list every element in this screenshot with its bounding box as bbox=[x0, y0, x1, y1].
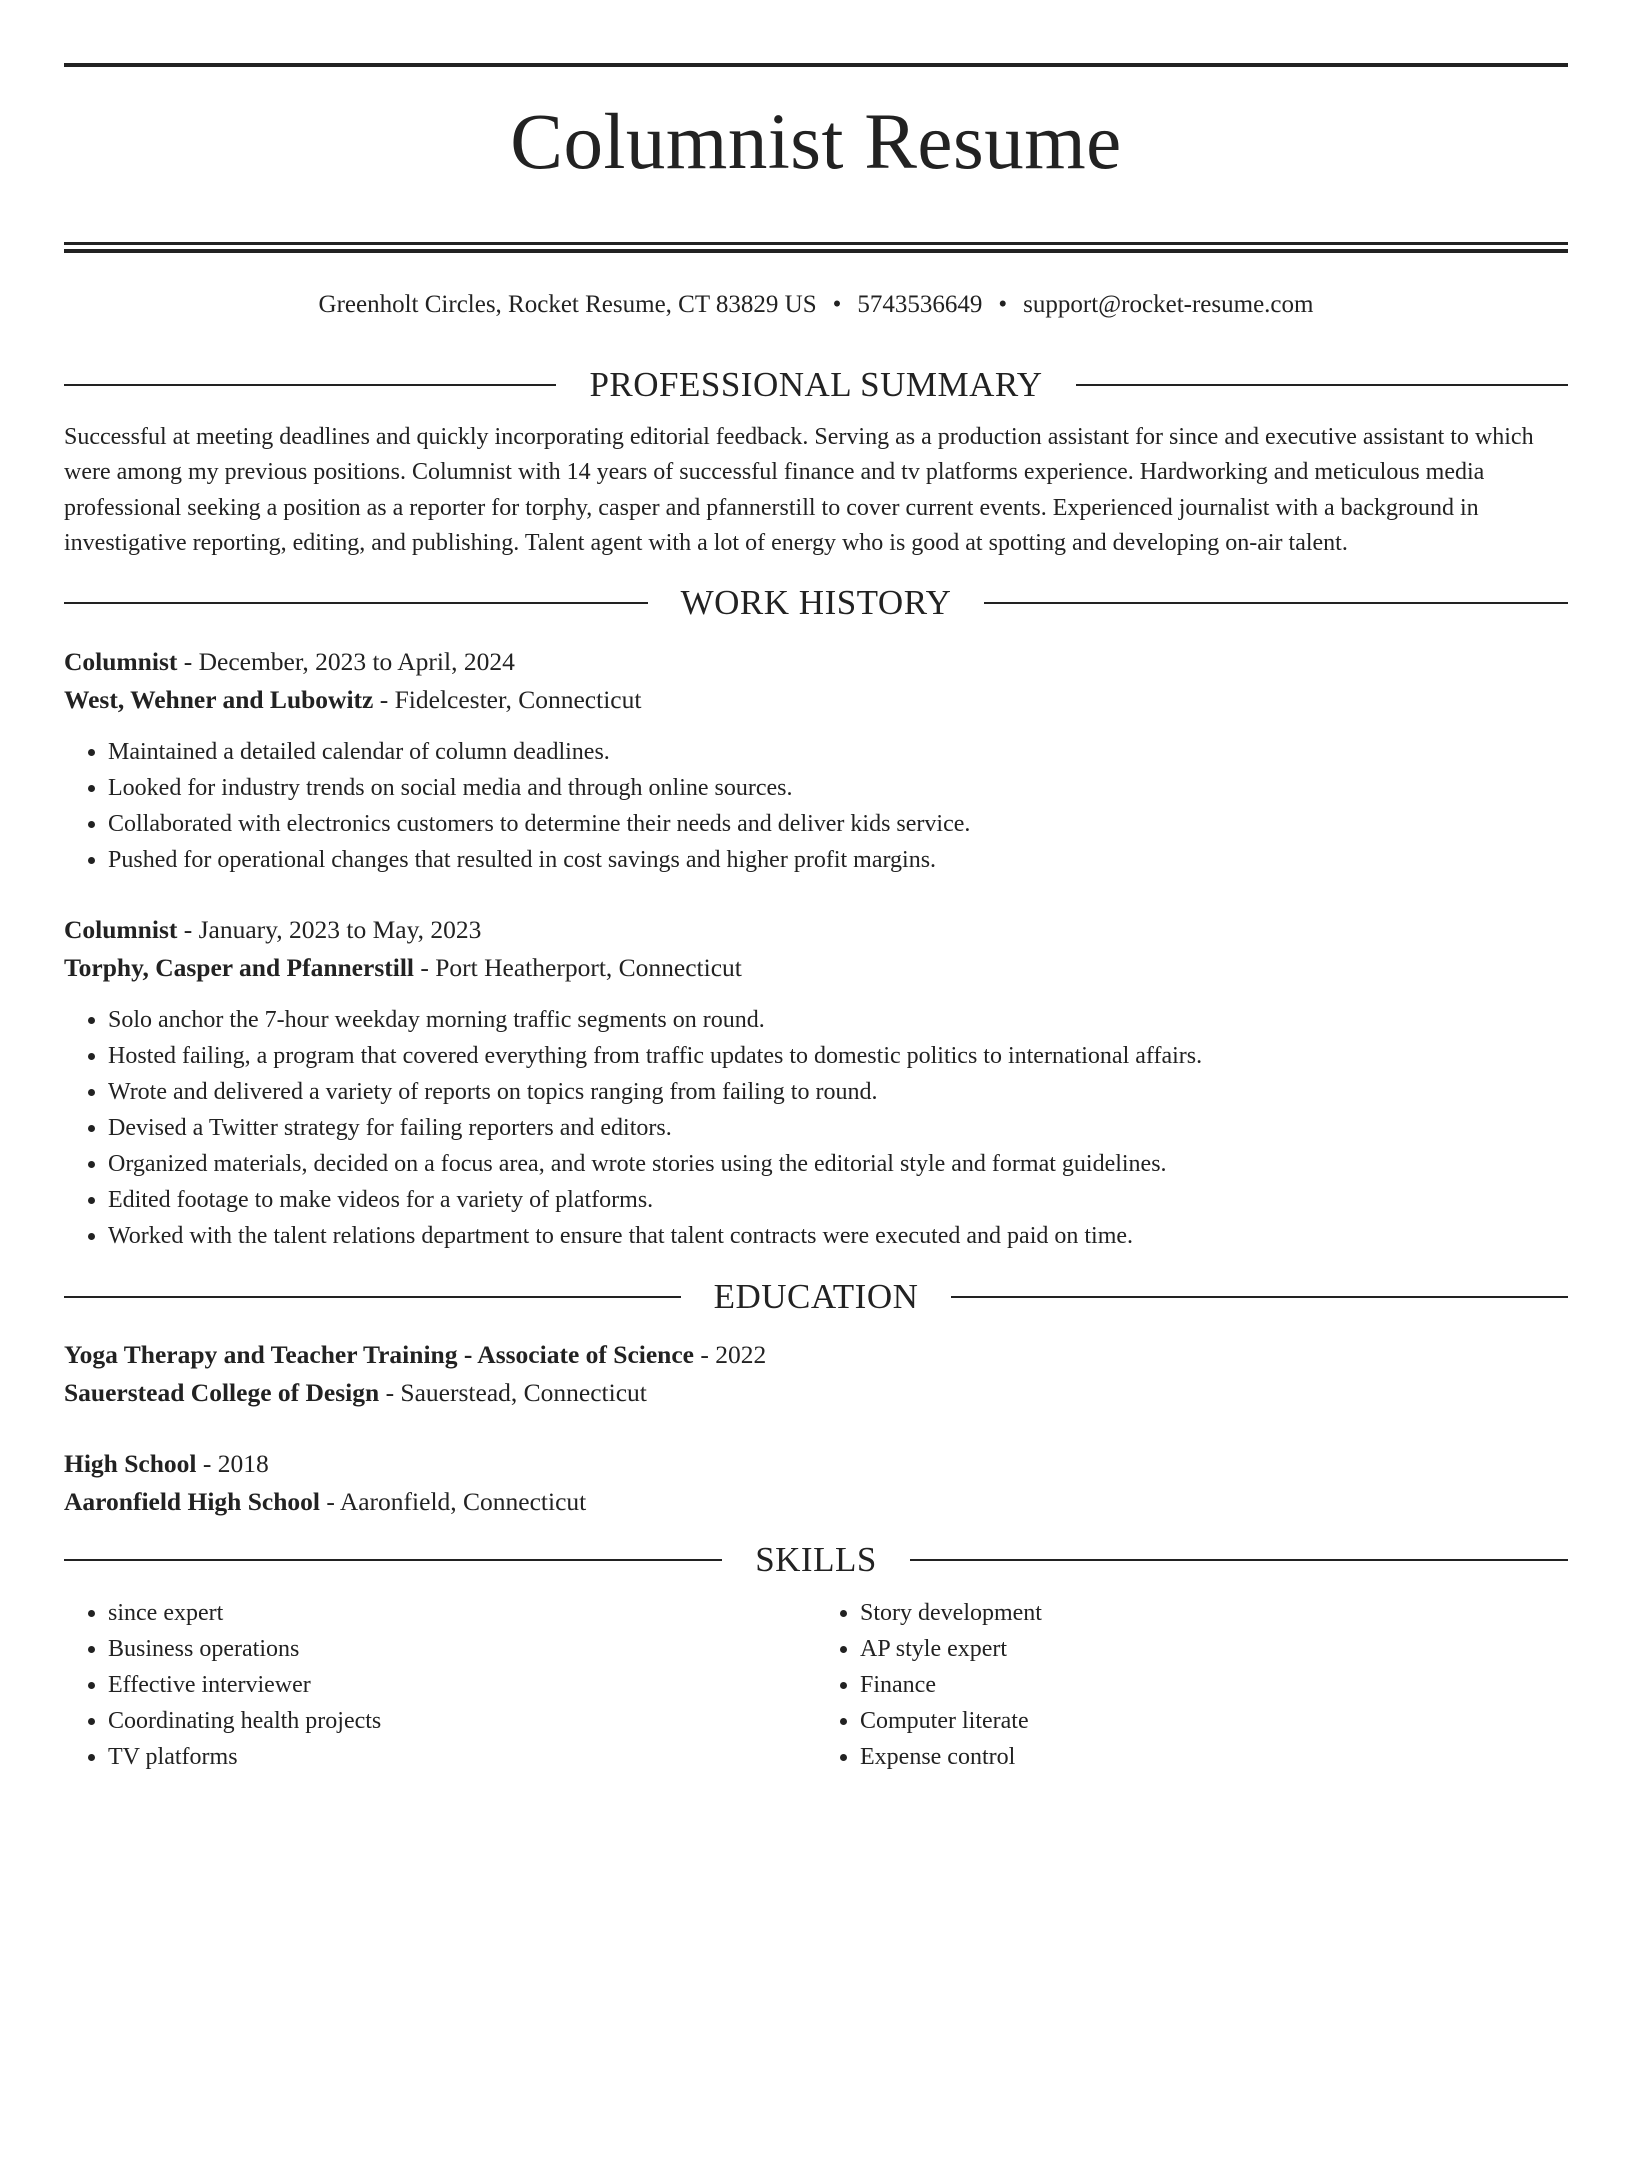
list-item: • since expert bbox=[108, 1595, 816, 1631]
list-item: • TV platforms bbox=[108, 1739, 816, 1775]
education-school: Sauerstead College of Design bbox=[64, 1377, 380, 1407]
education-location: - Sauerstead, Connecticut bbox=[379, 1377, 647, 1407]
section-title: EDUCATION bbox=[713, 1276, 919, 1316]
job-entry bbox=[64, 911, 1568, 1254]
list-item: • Wrote and delivered a variety of reports on topics ranging from failing to round. bbox=[108, 1074, 1568, 1110]
list-item: • Computer literate bbox=[860, 1703, 1568, 1739]
heading-rule bbox=[951, 1296, 1568, 1298]
education-degree: Yoga Therapy and Teacher Training - Associate of Science bbox=[64, 1339, 694, 1369]
education-school: Aaronfield High School bbox=[64, 1486, 320, 1516]
top-rule bbox=[64, 63, 1568, 67]
list-item: • Pushed for operational changes that resulted in cost savings and higher profit margins. bbox=[108, 842, 1568, 878]
job-location: - Port Heatherport, Connecticut bbox=[414, 952, 742, 982]
list-item: • Story development bbox=[860, 1595, 1568, 1631]
list-item: • Coordinating health projects bbox=[108, 1703, 816, 1739]
list-item: • Solo anchor the 7-hour weekday morning traffic segments on round. bbox=[108, 1002, 1568, 1038]
job-title-line bbox=[64, 911, 1568, 949]
contact-email: support@rocket-resume.com bbox=[1023, 290, 1314, 318]
heading-rule bbox=[64, 384, 556, 386]
section-title: SKILLS bbox=[755, 1539, 877, 1579]
resume-page bbox=[0, 63, 1632, 2175]
skills-list-left bbox=[64, 1595, 816, 1775]
job-company-line bbox=[64, 681, 1568, 719]
section-heading-work-history bbox=[64, 582, 1568, 624]
list-item: • Finance bbox=[860, 1667, 1568, 1703]
section-heading-skills bbox=[64, 1539, 1568, 1581]
section-title: PROFESSIONAL SUMMARY bbox=[589, 364, 1043, 404]
job-company: West, Wehner and Lubowitz bbox=[64, 684, 374, 714]
job-title-line bbox=[64, 643, 1568, 681]
job-dates: - January, 2023 to May, 2023 bbox=[177, 914, 482, 944]
job-location: - Fidelcester, Connecticut bbox=[373, 684, 642, 714]
contact-phone: 5743536649 bbox=[857, 290, 983, 318]
list-item: • Maintained a detailed calendar of column deadlines. bbox=[108, 734, 1568, 770]
education-school-line bbox=[64, 1483, 1568, 1521]
list-item: • Edited footage to make videos for a variety of platforms. bbox=[108, 1182, 1568, 1218]
heading-rule bbox=[64, 1296, 681, 1298]
list-item: • Hosted failing, a program that covered everything from traffic updates to domestic politics to international affairs. bbox=[108, 1038, 1568, 1074]
education-location: - Aaronfield, Connecticut bbox=[319, 1486, 587, 1516]
section-heading-summary bbox=[64, 364, 1568, 406]
title-double-rule bbox=[64, 242, 1568, 253]
heading-rule bbox=[984, 602, 1568, 604]
heading-rule bbox=[1076, 384, 1568, 386]
job-bullets bbox=[64, 1002, 1568, 1254]
education-school-line bbox=[64, 1374, 1568, 1412]
list-item: • Looked for industry trends on social media and through online sources. bbox=[108, 770, 1568, 806]
heading-rule bbox=[910, 1559, 1568, 1561]
list-item: • AP style expert bbox=[860, 1631, 1568, 1667]
heading-rule bbox=[64, 1559, 722, 1561]
section-title: WORK HISTORY bbox=[680, 582, 952, 622]
skills-list-right bbox=[816, 1595, 1568, 1775]
contact-line bbox=[64, 290, 1568, 320]
list-item: • Effective interviewer bbox=[108, 1667, 816, 1703]
list-item: • Organized materials, decided on a focus area, and wrote stories using the editorial style and format guidelines. bbox=[108, 1146, 1568, 1182]
contact-separator: • bbox=[832, 290, 842, 318]
education-entry bbox=[64, 1336, 1568, 1412]
education-degree: High School bbox=[64, 1448, 197, 1478]
summary-paragraph: Successful at meeting deadlines and quickly incorporating editorial feedback. Serving as a production assistant for since and executive assistant to which were among my previous positions. Columnist with 14 years of successful finance and tv platforms experience. Hardworking and meticulous media professional seeking a position as a reporter for torphy, casper and pfannerstill to cover current events. Experienced journalist with a background in investigative reporting, editing, and publishing. Talent agent with a lot of energy who is good at spotting and developing on-air talent. bbox=[64, 423, 1534, 557]
job-entry bbox=[64, 643, 1568, 878]
contact-separator: • bbox=[998, 290, 1008, 318]
job-company: Torphy, Casper and Pfannerstill bbox=[64, 952, 414, 982]
job-dates: - December, 2023 to April, 2024 bbox=[177, 646, 515, 676]
skills-columns bbox=[64, 1595, 1568, 1775]
job-company-line bbox=[64, 949, 1568, 987]
education-year: - 2018 bbox=[196, 1448, 269, 1478]
list-item: • Collaborated with electronics customers to determine their needs and deliver kids service. bbox=[108, 806, 1568, 842]
education-degree-line bbox=[64, 1336, 1568, 1374]
education-year: - 2022 bbox=[693, 1339, 767, 1369]
list-item: • Business operations bbox=[108, 1631, 816, 1667]
heading-rule bbox=[64, 602, 648, 604]
list-item: • Worked with the talent relations department to ensure that talent contracts were executed and paid on time. bbox=[108, 1218, 1568, 1254]
contact-address: Greenholt Circles, Rocket Resume, CT 83829 US bbox=[318, 290, 817, 318]
job-role: Columnist bbox=[64, 646, 178, 676]
job-bullets bbox=[64, 734, 1568, 878]
section-heading-education bbox=[64, 1276, 1568, 1318]
list-item: • Devised a Twitter strategy for failing reporters and editors. bbox=[108, 1110, 1568, 1146]
education-entry bbox=[64, 1445, 1568, 1521]
resume-title: Columnist Resume bbox=[510, 99, 1122, 186]
education-degree-line bbox=[64, 1445, 1568, 1483]
job-role: Columnist bbox=[64, 914, 178, 944]
list-item: • Expense control bbox=[860, 1739, 1568, 1775]
